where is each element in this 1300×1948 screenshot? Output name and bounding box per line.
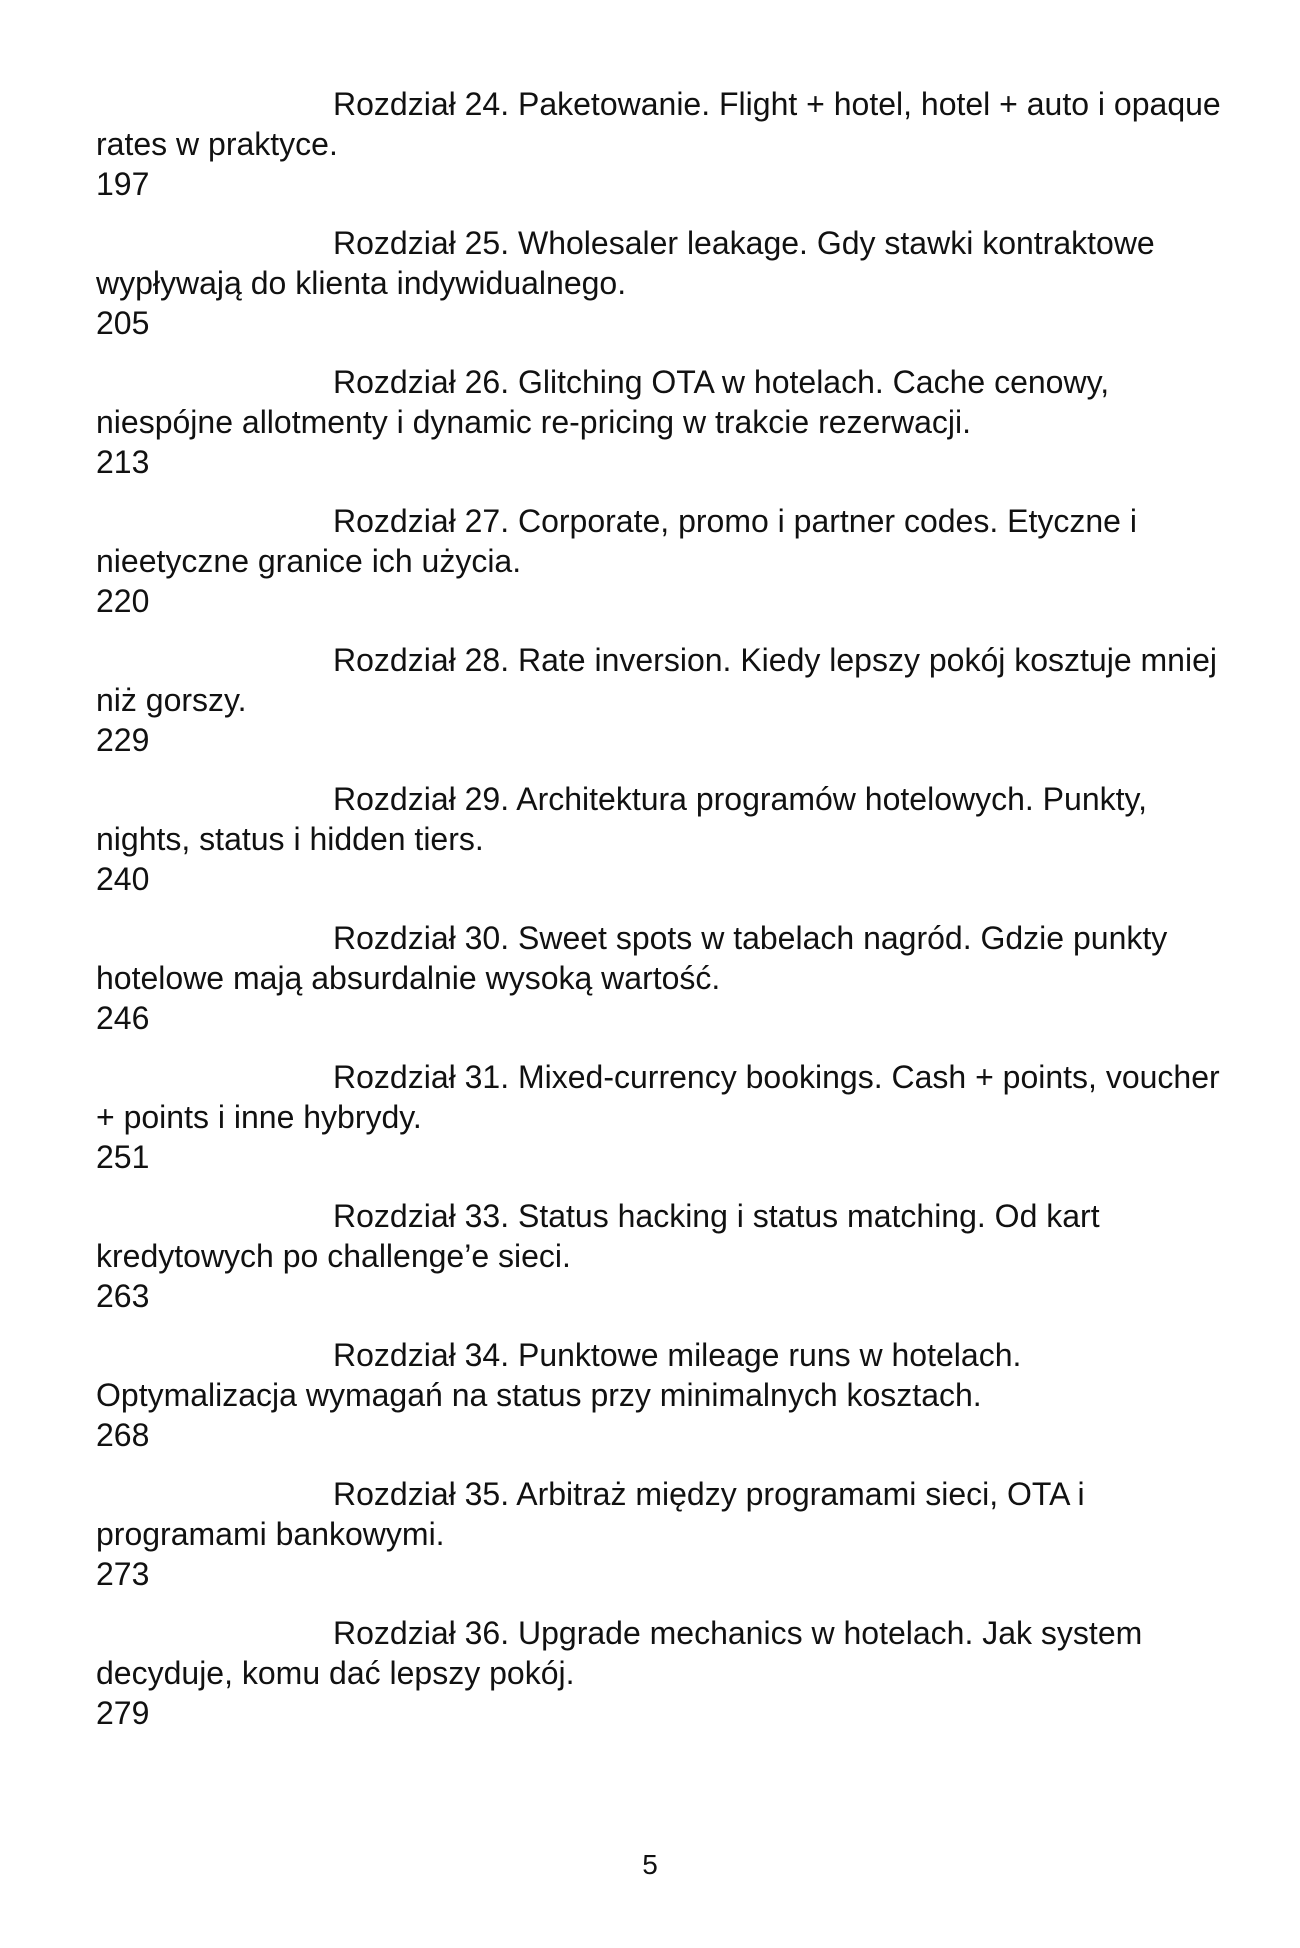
toc-entry	[96, 1474, 1226, 1594]
toc-entry	[96, 918, 1226, 1038]
toc-entry-page: 229	[96, 722, 150, 758]
toc-entry-title: Rozdział 28. Rate inversion. Kiedy lepszy pokój kosztuje mniej niż gorszy.	[96, 642, 1217, 718]
toc-entry-title: Rozdział 35. Arbitraż między programami sieci, OTA i programami bankowymi.	[96, 1476, 1085, 1552]
toc-entry	[96, 1613, 1226, 1733]
toc-entry-page: 213	[96, 444, 150, 480]
toc-entry-title: Rozdział 34. Punktowe mileage runs w hotelach. Optymalizacja wymagań na status przy minimalnych kosztach.	[96, 1337, 1022, 1413]
table-of-contents	[96, 84, 1226, 1752]
toc-entry	[96, 779, 1226, 899]
toc-entry	[96, 1057, 1226, 1177]
toc-entry-page: 251	[96, 1139, 150, 1175]
toc-entry	[96, 84, 1226, 204]
toc-entry-title: Rozdział 31. Mixed-currency bookings. Cash + points, voucher + points i inne hybrydy.	[96, 1059, 1220, 1135]
toc-entry	[96, 223, 1226, 343]
toc-entry-title: Rozdział 36. Upgrade mechanics w hotelach. Jak system decyduje, komu dać lepszy pokój.	[96, 1615, 1143, 1691]
toc-entry	[96, 640, 1226, 760]
page-number: 5	[642, 1849, 658, 1880]
toc-entry	[96, 1196, 1226, 1316]
toc-entry-page: 268	[96, 1417, 150, 1453]
toc-entry-page: 220	[96, 583, 150, 619]
toc-entry	[96, 1335, 1226, 1455]
toc-entry-title: Rozdział 25. Wholesaler leakage. Gdy stawki kontraktowe wypływają do klienta indywidualnego.	[96, 225, 1155, 301]
toc-entry	[96, 501, 1226, 621]
toc-entry-page: 246	[96, 1000, 150, 1036]
toc-entry-page: 205	[96, 305, 150, 341]
toc-entry-title: Rozdział 29. Architektura programów hotelowych. Punkty, nights, status i hidden tiers.	[96, 781, 1148, 857]
toc-entry-title: Rozdział 24. Paketowanie. Flight + hotel, hotel + auto i opaque rates w praktyce.	[96, 86, 1221, 162]
toc-entry-title: Rozdział 30. Sweet spots w tabelach nagród. Gdzie punkty hotelowe mają absurdalnie wysoką wartość.	[96, 920, 1168, 996]
toc-entry-title: Rozdział 33. Status hacking i status matching. Od kart kredytowych po challenge’e sieci.	[96, 1198, 1100, 1274]
toc-entry-page: 240	[96, 861, 150, 897]
toc-entry-title: Rozdział 27. Corporate, promo i partner codes. Etyczne i nieetyczne granice ich użycia.	[96, 503, 1137, 579]
toc-entry	[96, 362, 1226, 482]
toc-entry-page: 273	[96, 1556, 150, 1592]
toc-entry-page: 279	[96, 1695, 150, 1731]
toc-entry-title: Rozdział 26. Glitching OTA w hotelach. Cache cenowy, niespójne allotmenty i dynamic re-pricing w trakcie rezerwacji.	[96, 364, 1110, 440]
toc-entry-page: 263	[96, 1278, 150, 1314]
toc-entry-page: 197	[96, 166, 150, 202]
